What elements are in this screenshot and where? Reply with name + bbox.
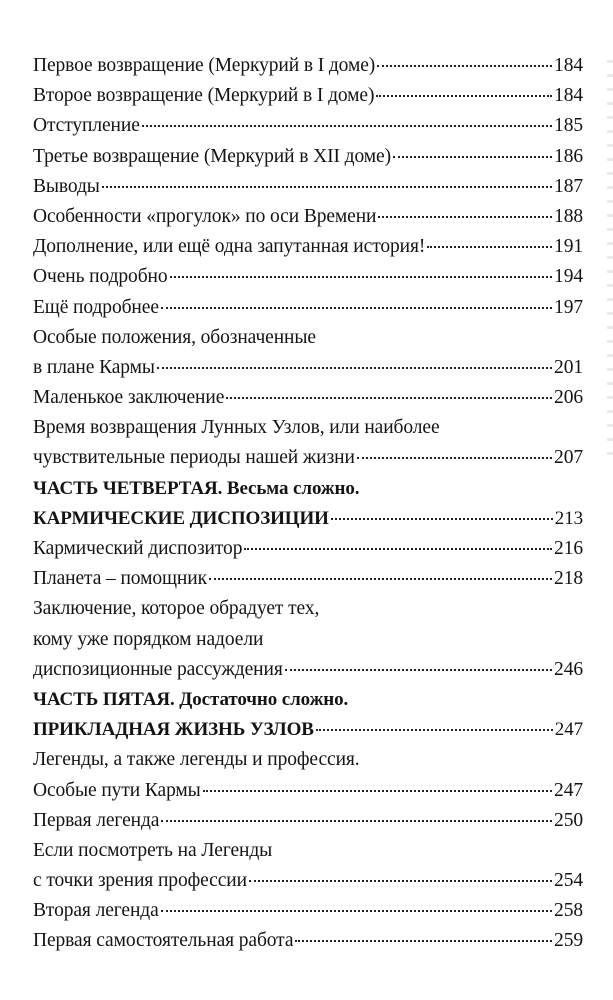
toc-entry bbox=[33, 51, 583, 81]
dot-leader bbox=[161, 819, 552, 822]
dot-leader bbox=[249, 879, 552, 882]
toc-entry-title: Первая легенда bbox=[33, 809, 160, 831]
toc-entry-title: Если посмотреть на Легенды bbox=[33, 839, 273, 861]
page-edge-shadow bbox=[607, 60, 613, 460]
toc-entry-title: Особые пути Кармы bbox=[33, 779, 201, 801]
dot-leader bbox=[295, 939, 552, 942]
dot-leader bbox=[203, 789, 552, 792]
toc-entry-page: 184 bbox=[554, 55, 583, 76]
toc-entry-page: 259 bbox=[554, 930, 583, 952]
toc-entry-page: 246 bbox=[554, 658, 583, 680]
toc-entry-title: Второе возвращение (Меркурий в I доме) bbox=[33, 85, 375, 107]
toc-entry bbox=[33, 172, 583, 202]
dot-leader bbox=[142, 124, 552, 127]
toc-entry-title: Заключение, которое обрадует тех, bbox=[33, 598, 320, 620]
toc-entry-title: Время возвращения Лунных Узлов, или наиболее bbox=[33, 417, 440, 439]
toc-entry bbox=[33, 504, 583, 534]
toc-entry-title: Кармический диспозитор bbox=[33, 538, 243, 559]
toc-entry bbox=[33, 413, 583, 443]
toc-entry bbox=[33, 262, 583, 292]
toc-entry-page: 254 bbox=[554, 870, 583, 892]
toc-entry bbox=[33, 594, 583, 624]
toc-entry bbox=[33, 383, 583, 413]
toc-entry-page: 218 bbox=[554, 568, 583, 590]
dot-leader bbox=[378, 215, 552, 218]
toc-entry-title: Дополнение, или ещё одна запутанная история! bbox=[33, 236, 426, 258]
dot-leader bbox=[427, 245, 552, 248]
toc-entry-title: Первая самостоятельная работа bbox=[33, 930, 294, 952]
dot-leader bbox=[377, 64, 552, 67]
toc-entry bbox=[33, 534, 583, 564]
toc-entry-title: ЧАСТЬ ПЯТАЯ. Достаточно сложно. bbox=[33, 688, 349, 710]
dot-leader bbox=[161, 306, 552, 309]
dot-leader bbox=[161, 909, 552, 912]
toc-entry-title: Третье возвращение (Меркурий в XII доме) bbox=[33, 145, 391, 167]
toc-entry-title: Маленькое заключение bbox=[33, 387, 225, 409]
toc-entry bbox=[33, 866, 583, 896]
toc-entry-page: 250 bbox=[554, 809, 583, 831]
toc-entry-title: Отступление bbox=[33, 115, 140, 137]
toc-entry-title: с точки зрения профессии bbox=[33, 870, 247, 892]
dot-leader bbox=[285, 668, 552, 671]
toc-entry-page: 201 bbox=[554, 356, 583, 378]
toc-entry-page: 206 bbox=[554, 387, 583, 409]
toc-entry bbox=[33, 806, 583, 836]
toc-entry-page: 207 bbox=[554, 447, 583, 469]
toc-entry-page: 184 bbox=[554, 85, 583, 107]
toc-entry bbox=[33, 655, 583, 685]
dot-leader bbox=[357, 456, 552, 459]
toc-entry bbox=[33, 111, 583, 141]
toc-entry-page: 185 bbox=[554, 115, 583, 137]
toc-entry-page: 187 bbox=[554, 175, 583, 197]
toc-entry bbox=[33, 202, 583, 232]
toc-entry-title: КАРМИЧЕСКИЕ ДИСПОЗИЦИИ bbox=[33, 507, 329, 529]
toc-entry-title: Первое возвращение (Меркурий в I доме) bbox=[33, 55, 376, 76]
toc-entry bbox=[33, 745, 583, 775]
dot-leader bbox=[331, 517, 553, 520]
toc-entry-title: Выводы bbox=[33, 175, 100, 197]
toc-entry bbox=[33, 443, 583, 473]
toc-entry bbox=[33, 685, 583, 715]
toc-entry-title: Особенности «прогулок» по оси Времени bbox=[33, 205, 377, 227]
dot-leader bbox=[226, 396, 552, 399]
toc-entry bbox=[33, 474, 583, 504]
toc-entry-title: Планета – помощник bbox=[33, 568, 207, 590]
toc-entry bbox=[33, 232, 583, 262]
toc-entry-page: 247 bbox=[554, 719, 583, 741]
toc-entry bbox=[33, 625, 583, 655]
toc-entry-title: Ещё подробнее bbox=[33, 296, 159, 318]
toc-entry bbox=[33, 715, 583, 745]
dot-leader bbox=[393, 155, 552, 158]
toc-entry-page: 191 bbox=[554, 236, 583, 258]
toc-entry bbox=[33, 926, 583, 956]
toc-entry bbox=[33, 142, 583, 172]
toc-entry bbox=[33, 323, 583, 353]
toc-entry-title: Особые положения, обозначенные bbox=[33, 326, 316, 348]
toc-entry-title: ЧАСТЬ ЧЕТВЕРТАЯ. Весьма сложно. bbox=[33, 477, 360, 499]
toc-entry bbox=[33, 353, 583, 383]
toc-entry-title: ПРИКЛАДНАЯ ЖИЗНЬ УЗЛОВ bbox=[33, 719, 314, 741]
toc-entry-page: 186 bbox=[554, 145, 583, 167]
dot-leader bbox=[157, 366, 552, 369]
toc-entry-title: кому уже порядком надоели bbox=[33, 628, 264, 650]
toc-entry-title: чувствительные периоды нашей жизни bbox=[33, 447, 355, 469]
dot-leader bbox=[376, 94, 552, 97]
toc-entry bbox=[33, 564, 583, 594]
toc-entry-page: 258 bbox=[554, 900, 583, 922]
toc-entry bbox=[33, 896, 583, 926]
toc-entry-title: Вторая легенда bbox=[33, 900, 159, 922]
toc-entry-title: Очень подробно bbox=[33, 266, 168, 288]
toc-entry bbox=[33, 293, 583, 323]
dot-leader bbox=[316, 728, 553, 731]
dot-leader bbox=[170, 275, 553, 278]
toc-entry bbox=[33, 836, 583, 866]
dot-leader bbox=[102, 185, 552, 188]
toc-entry-page: 194 bbox=[554, 266, 583, 288]
toc-entry-page: 197 bbox=[554, 296, 583, 318]
toc-entry bbox=[33, 81, 583, 111]
table-of-contents bbox=[33, 51, 583, 957]
toc-entry-title: в плане Кармы bbox=[33, 356, 155, 378]
toc-entry-page: 213 bbox=[554, 507, 583, 529]
dot-leader bbox=[209, 577, 552, 580]
toc-entry-title: Легенды, а также легенды и профессия. bbox=[33, 749, 360, 771]
toc-entry-title: диспозиционные рассуждения bbox=[33, 658, 283, 680]
dot-leader bbox=[244, 547, 552, 550]
toc-entry-page: 216 bbox=[554, 538, 583, 559]
toc-entry-page: 247 bbox=[554, 779, 583, 801]
toc-entry bbox=[33, 776, 583, 806]
toc-entry-page: 188 bbox=[554, 205, 583, 227]
